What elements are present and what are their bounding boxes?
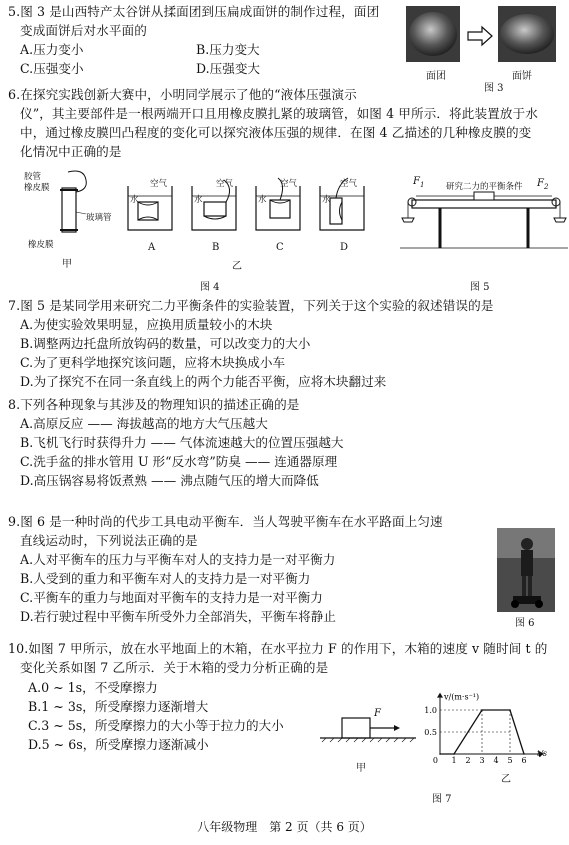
beaker-d-water-label: 水 xyxy=(322,195,331,205)
rider-body xyxy=(521,550,533,576)
fig7-yi: 乙 xyxy=(501,774,511,785)
beaker-b-water-label: 水 xyxy=(194,195,203,205)
fig3-label-dough: 面团 xyxy=(426,71,446,82)
figure-3 xyxy=(398,0,563,88)
x-axis-label: t/s xyxy=(537,749,548,758)
x-tick-label: 3 xyxy=(479,756,485,765)
fig5-caption: 图 5 xyxy=(470,282,490,293)
y-axis-arrow xyxy=(437,693,443,698)
beaker-d-label: D xyxy=(340,242,349,253)
tray-left xyxy=(402,218,414,222)
chart-axes xyxy=(437,693,547,758)
glass-tube xyxy=(62,188,76,232)
wood-block xyxy=(474,192,494,200)
fig5-force-f1: $F_1$ xyxy=(413,176,425,189)
flat-cake xyxy=(500,14,554,54)
x-tick-label: 2 xyxy=(465,756,471,765)
q7-option-d: D.为了探究不在同一条直线上的两个力能否平衡，应将木块翻过来 xyxy=(20,374,387,389)
q7-option-b: B.调整两边托盘所放钩码的数量，可以改变力的大小 xyxy=(20,336,311,351)
fig7-caption: 图 7 xyxy=(432,794,452,805)
figure-6-photo xyxy=(497,528,555,612)
fig4-label-hose: 胶管 xyxy=(24,172,42,182)
x-tick-label: 1 xyxy=(451,756,457,765)
x-tick-label: 6 xyxy=(521,756,527,765)
q6-stem-line2: 仪”，其主要部件是一根两端开口且用橡皮膜扎紧的玻璃管，如图 4 甲所示．将此装置放于水 xyxy=(20,106,538,121)
wooden-box xyxy=(342,718,370,738)
q8-stem: 8.下列各种现象与其涉及的物理知识的描述正确的是 xyxy=(8,397,300,412)
q8-option-a: A.高原反应 —— 海拔越高的地方大气压越大 xyxy=(20,416,268,431)
beaker-c-air-label: 空气 xyxy=(280,179,298,189)
figure-4-jia-tube xyxy=(40,168,100,238)
fig7-jia: 甲 xyxy=(356,763,366,774)
q8-option-b: B.飞机飞行时获得升力 —— 气体流速越大的位置压强越大 xyxy=(20,435,344,450)
fig4-yi: 乙 xyxy=(232,261,242,272)
q5-stem-line1: 5.图 3 是山西特产太谷饼从揉面团到压扁成面饼的制作过程，面团 xyxy=(8,4,380,19)
q9-option-c: C.平衡车的重力与地面对平衡车的支持力是一对平衡力 xyxy=(20,590,323,605)
page-footer: 八年级物理 第 2 页（共 6 页） xyxy=(197,820,372,834)
table-top xyxy=(412,200,556,208)
beaker-c-water-label: 水 xyxy=(258,195,267,205)
fig4-jia: 甲 xyxy=(62,259,72,270)
q9-stem-line2: 直线运动时，下列说法正确的是 xyxy=(20,533,198,548)
arrow-icon xyxy=(468,27,492,45)
q9-option-b: B.人受到的重力和平衡车对人的支持力是一对平衡力 xyxy=(20,571,311,586)
q9-option-a: A.人对平衡车的压力与平衡车对人的支持力是一对平衡力 xyxy=(20,552,336,567)
beaker-b-label: B xyxy=(212,242,220,253)
x-tick-label: 5 xyxy=(507,756,513,765)
q5-option-b: B.压力变大 xyxy=(196,42,260,57)
q7-option-c: C.为了更科学地探究该问题，应将木块换成小车 xyxy=(20,355,286,370)
q9-option-d: D.若行驶过程中平衡车所受外力全部消失，平衡车将静止 xyxy=(20,609,336,624)
q5-stem-line2: 变成面饼后对水平面的 xyxy=(20,23,147,38)
q5-option-a: A.压力变小 xyxy=(20,42,84,57)
rider-head xyxy=(521,538,533,550)
fig3-label-cake: 面饼 xyxy=(512,71,532,82)
x-tick-label: 4 xyxy=(493,756,499,765)
q6-stem-line4: 化情况中正确的是 xyxy=(20,144,122,159)
y-tick-label: 0.5 xyxy=(424,728,437,737)
q10-option-b: B.1 ~ 3s，所受摩擦力逐渐增大 xyxy=(28,699,209,714)
fig5-force-f2: $F_2$ xyxy=(537,178,549,191)
q9-stem-line1: 9.图 6 是一种时尚的代步工具电动平衡车．当人驾驶平衡车在水平路面上匀速 xyxy=(8,514,443,529)
beaker-a-air-label: 空气 xyxy=(150,179,168,189)
fig4-label-membrane-bottom: 橡皮膜 xyxy=(28,240,54,250)
beaker-b-air-label: 空气 xyxy=(216,179,234,189)
q8-option-c: C.洗手盆的排水管用 U 形“反水弯”防臭 —— 连通器原理 xyxy=(20,454,338,469)
origin-label: 0 xyxy=(432,756,438,765)
q6-stem-line1: 6.在探究实践创新大赛中，小明同学展示了他的“液体压强演示 xyxy=(8,87,357,102)
beaker-d-air-label: 空气 xyxy=(340,179,358,189)
fig4-caption: 图 4 xyxy=(200,282,220,293)
fig6-caption: 图 6 xyxy=(515,618,535,629)
beaker-a-water-label: 水 xyxy=(130,195,139,205)
fig7-force-label: F xyxy=(374,708,381,719)
q7-stem: 7.图 5 是某同学用来研究二力平衡条件的实验装置，下列关于这个实验的叙述错误的是 xyxy=(8,298,494,313)
q8-option-d: D.高压锅容易将饭煮熟 —— 沸点随气压的增大而降低 xyxy=(20,473,319,488)
q10-option-d: D.5 ~ 6s，所受摩擦力逐渐减小 xyxy=(28,737,209,752)
hose xyxy=(68,171,86,192)
dough-ball xyxy=(409,12,457,56)
q10-option-a: A.0 ~ 1s，不受摩擦力 xyxy=(28,680,158,695)
q10-option-c: C.3 ~ 5s，所受摩擦力的大小等于拉力的大小 xyxy=(28,718,284,733)
q10-stem-line1: 10.如图 7 甲所示，放在水平地面上的木箱，在水平拉力 F 的作用下，木箱的速度 v 随时间 t 的 xyxy=(8,641,548,656)
q5-option-c: C.压强变小 xyxy=(20,61,84,76)
q6-stem-line3: 中，通过橡皮膜凹凸程度的变化可以探究液体压强的规律．在图 4 乙描述的几种橡皮膜的变 xyxy=(20,125,532,140)
fig5-title: 研究二力的平衡条件 xyxy=(446,182,523,192)
fig4-label-membrane-top: 橡皮膜 xyxy=(24,183,50,193)
chart-guides xyxy=(440,710,510,754)
fig3-caption: 图 3 xyxy=(484,83,504,94)
fig4-label-glass-tube: 玻璃管 xyxy=(86,213,112,223)
y-tick-label: 1.0 xyxy=(424,706,437,715)
figure-7-yi-vt-chart xyxy=(418,684,558,768)
y-axis-label: v/(m·s⁻¹) xyxy=(444,692,480,702)
q10-stem-line2: 变化关系如图 7 乙所示．关于木箱的受力分析正确的是 xyxy=(20,660,329,675)
tray-right xyxy=(554,218,566,222)
q7-option-a: A.为使实验效果明显，应换用质量较小的木块 xyxy=(20,317,273,332)
q5-option-d: D.压强变大 xyxy=(196,61,261,76)
figure-5-apparatus xyxy=(400,188,568,258)
beaker-a-label: A xyxy=(148,242,156,253)
beaker-c-label: C xyxy=(276,242,284,253)
figure-7-jia xyxy=(320,710,420,754)
